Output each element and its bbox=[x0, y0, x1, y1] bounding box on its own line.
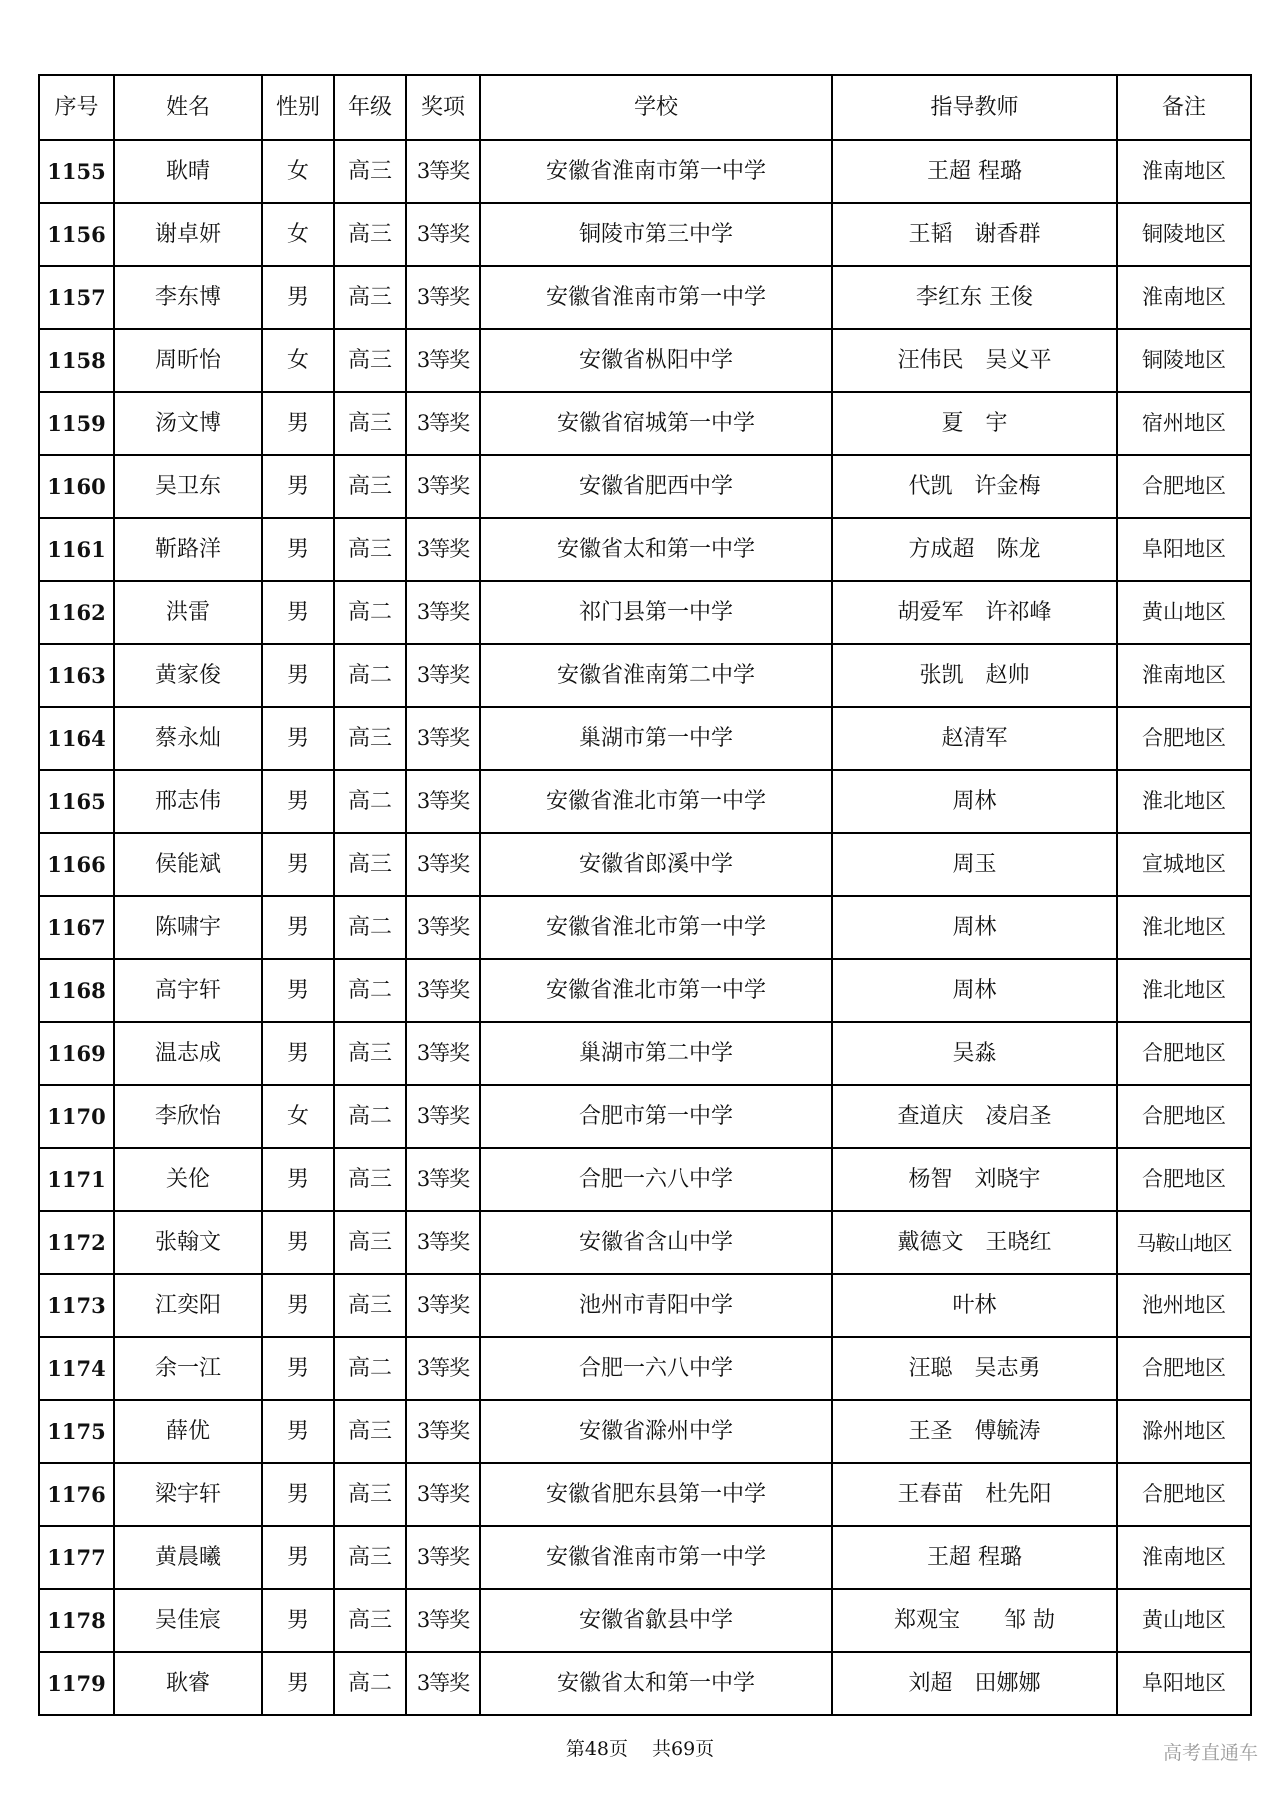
cell-award: 3等奖 bbox=[406, 1085, 480, 1148]
table-row bbox=[39, 266, 1251, 329]
cell-award: 3等奖 bbox=[406, 644, 480, 707]
cell-gender: 男 bbox=[262, 896, 334, 959]
cell-teacher: 王韬 谢香群 bbox=[832, 203, 1117, 266]
cell-award: 3等奖 bbox=[406, 329, 480, 392]
cell-school: 安徽省肥东县第一中学 bbox=[480, 1463, 832, 1526]
cell-school: 祁门县第一中学 bbox=[480, 581, 832, 644]
cell-name: 张翰文 bbox=[114, 1211, 262, 1274]
cell-award: 3等奖 bbox=[406, 455, 480, 518]
table-row bbox=[39, 959, 1251, 1022]
cell-note: 铜陵地区 bbox=[1117, 203, 1251, 266]
cell-grade: 高三 bbox=[334, 1022, 406, 1085]
cell-note: 铜陵地区 bbox=[1117, 329, 1251, 392]
cell-school: 合肥市第一中学 bbox=[480, 1085, 832, 1148]
cell-gender: 男 bbox=[262, 1274, 334, 1337]
cell-grade: 高三 bbox=[334, 140, 406, 203]
cell-teacher: 代凯 许金梅 bbox=[832, 455, 1117, 518]
cell-teacher: 胡爱军 许祁峰 bbox=[832, 581, 1117, 644]
cell-id: 1158 bbox=[39, 329, 114, 392]
cell-id: 1159 bbox=[39, 392, 114, 455]
cell-school: 安徽省太和第一中学 bbox=[480, 1652, 832, 1715]
cell-name: 靳路洋 bbox=[114, 518, 262, 581]
cell-gender: 男 bbox=[262, 1652, 334, 1715]
header-id: 序号 bbox=[39, 75, 114, 140]
cell-name: 李欣怡 bbox=[114, 1085, 262, 1148]
table-row bbox=[39, 1022, 1251, 1085]
cell-id: 1173 bbox=[39, 1274, 114, 1337]
cell-grade: 高二 bbox=[334, 1085, 406, 1148]
cell-award: 3等奖 bbox=[406, 1274, 480, 1337]
cell-teacher: 郑观宝 邹 劼 bbox=[832, 1589, 1117, 1652]
header-name: 姓名 bbox=[114, 75, 262, 140]
header-teacher: 指导教师 bbox=[832, 75, 1117, 140]
cell-gender: 女 bbox=[262, 140, 334, 203]
table-row bbox=[39, 455, 1251, 518]
cell-school: 安徽省淮北市第一中学 bbox=[480, 896, 832, 959]
cell-teacher: 周林 bbox=[832, 896, 1117, 959]
cell-note: 合肥地区 bbox=[1117, 455, 1251, 518]
cell-name: 关伦 bbox=[114, 1148, 262, 1211]
cell-award: 3等奖 bbox=[406, 140, 480, 203]
table-row bbox=[39, 1463, 1251, 1526]
cell-gender: 男 bbox=[262, 1526, 334, 1589]
cell-gender: 男 bbox=[262, 266, 334, 329]
cell-award: 3等奖 bbox=[406, 392, 480, 455]
cell-school: 巢湖市第一中学 bbox=[480, 707, 832, 770]
cell-note: 淮南地区 bbox=[1117, 140, 1251, 203]
table-row bbox=[39, 644, 1251, 707]
header-note: 备注 bbox=[1117, 75, 1251, 140]
cell-teacher: 王超 程璐 bbox=[832, 1526, 1117, 1589]
cell-id: 1166 bbox=[39, 833, 114, 896]
cell-teacher: 王超 程璐 bbox=[832, 140, 1117, 203]
cell-note: 合肥地区 bbox=[1117, 1085, 1251, 1148]
cell-grade: 高二 bbox=[334, 1337, 406, 1400]
cell-id: 1162 bbox=[39, 581, 114, 644]
cell-id: 1168 bbox=[39, 959, 114, 1022]
cell-note: 淮南地区 bbox=[1117, 266, 1251, 329]
cell-grade: 高三 bbox=[334, 455, 406, 518]
cell-school: 安徽省淮北市第一中学 bbox=[480, 770, 832, 833]
cell-grade: 高三 bbox=[334, 833, 406, 896]
cell-note: 淮北地区 bbox=[1117, 770, 1251, 833]
cell-gender: 男 bbox=[262, 959, 334, 1022]
cell-teacher: 周林 bbox=[832, 770, 1117, 833]
cell-note: 宣城地区 bbox=[1117, 833, 1251, 896]
cell-gender: 男 bbox=[262, 455, 334, 518]
table-row bbox=[39, 707, 1251, 770]
cell-note: 合肥地区 bbox=[1117, 1022, 1251, 1085]
cell-award: 3等奖 bbox=[406, 896, 480, 959]
cell-name: 洪雷 bbox=[114, 581, 262, 644]
cell-id: 1176 bbox=[39, 1463, 114, 1526]
cell-id: 1179 bbox=[39, 1652, 114, 1715]
table-row bbox=[39, 1337, 1251, 1400]
cell-award: 3等奖 bbox=[406, 1148, 480, 1211]
cell-gender: 男 bbox=[262, 1337, 334, 1400]
cell-school: 安徽省含山中学 bbox=[480, 1211, 832, 1274]
cell-grade: 高三 bbox=[334, 518, 406, 581]
cell-school: 安徽省歙县中学 bbox=[480, 1589, 832, 1652]
cell-grade: 高三 bbox=[334, 329, 406, 392]
cell-gender: 男 bbox=[262, 1148, 334, 1211]
cell-gender: 男 bbox=[262, 1400, 334, 1463]
cell-grade: 高三 bbox=[334, 266, 406, 329]
cell-id: 1164 bbox=[39, 707, 114, 770]
cell-id: 1178 bbox=[39, 1589, 114, 1652]
cell-name: 周昕怡 bbox=[114, 329, 262, 392]
cell-teacher: 李红东 王俊 bbox=[832, 266, 1117, 329]
cell-award: 3等奖 bbox=[406, 1526, 480, 1589]
cell-teacher: 刘超 田娜娜 bbox=[832, 1652, 1117, 1715]
cell-note: 池州地区 bbox=[1117, 1274, 1251, 1337]
cell-note: 宿州地区 bbox=[1117, 392, 1251, 455]
cell-note: 黄山地区 bbox=[1117, 1589, 1251, 1652]
cell-award: 3等奖 bbox=[406, 833, 480, 896]
cell-name: 温志成 bbox=[114, 1022, 262, 1085]
cell-note: 合肥地区 bbox=[1117, 1337, 1251, 1400]
table-row bbox=[39, 518, 1251, 581]
page-total: 共69页 bbox=[652, 1738, 715, 1760]
table-row bbox=[39, 1589, 1251, 1652]
cell-award: 3等奖 bbox=[406, 1652, 480, 1715]
cell-name: 江奕阳 bbox=[114, 1274, 262, 1337]
cell-name: 梁宇轩 bbox=[114, 1463, 262, 1526]
cell-gender: 男 bbox=[262, 392, 334, 455]
cell-school: 安徽省太和第一中学 bbox=[480, 518, 832, 581]
cell-grade: 高三 bbox=[334, 1463, 406, 1526]
cell-gender: 男 bbox=[262, 581, 334, 644]
cell-id: 1165 bbox=[39, 770, 114, 833]
cell-teacher: 杨智 刘晓宇 bbox=[832, 1148, 1117, 1211]
cell-grade: 高三 bbox=[334, 1526, 406, 1589]
cell-grade: 高二 bbox=[334, 1652, 406, 1715]
cell-school: 安徽省肥西中学 bbox=[480, 455, 832, 518]
cell-id: 1157 bbox=[39, 266, 114, 329]
cell-teacher: 查道庆 凌启圣 bbox=[832, 1085, 1117, 1148]
cell-note: 淮南地区 bbox=[1117, 1526, 1251, 1589]
cell-name: 耿晴 bbox=[114, 140, 262, 203]
cell-award: 3等奖 bbox=[406, 581, 480, 644]
cell-award: 3等奖 bbox=[406, 770, 480, 833]
cell-award: 3等奖 bbox=[406, 1022, 480, 1085]
cell-school: 安徽省滁州中学 bbox=[480, 1400, 832, 1463]
cell-id: 1177 bbox=[39, 1526, 114, 1589]
table-row bbox=[39, 203, 1251, 266]
cell-teacher: 戴德文 王晓红 bbox=[832, 1211, 1117, 1274]
cell-name: 邢志伟 bbox=[114, 770, 262, 833]
page-footer bbox=[0, 1734, 1280, 1761]
cell-grade: 高二 bbox=[334, 896, 406, 959]
cell-name: 黄家俊 bbox=[114, 644, 262, 707]
cell-award: 3等奖 bbox=[406, 1463, 480, 1526]
cell-award: 3等奖 bbox=[406, 959, 480, 1022]
cell-school: 合肥一六八中学 bbox=[480, 1148, 832, 1211]
cell-gender: 男 bbox=[262, 518, 334, 581]
cell-teacher: 夏 宇 bbox=[832, 392, 1117, 455]
cell-note: 滁州地区 bbox=[1117, 1400, 1251, 1463]
cell-award: 3等奖 bbox=[406, 518, 480, 581]
cell-teacher: 方成超 陈龙 bbox=[832, 518, 1117, 581]
cell-grade: 高三 bbox=[334, 1274, 406, 1337]
cell-grade: 高三 bbox=[334, 203, 406, 266]
cell-name: 黄晨曦 bbox=[114, 1526, 262, 1589]
page-number: 第48页 bbox=[565, 1738, 628, 1760]
cell-teacher: 汪伟民 吴义平 bbox=[832, 329, 1117, 392]
cell-award: 3等奖 bbox=[406, 707, 480, 770]
cell-award: 3等奖 bbox=[406, 203, 480, 266]
cell-grade: 高三 bbox=[334, 1400, 406, 1463]
cell-id: 1160 bbox=[39, 455, 114, 518]
cell-id: 1169 bbox=[39, 1022, 114, 1085]
cell-grade: 高二 bbox=[334, 959, 406, 1022]
cell-school: 池州市青阳中学 bbox=[480, 1274, 832, 1337]
cell-note: 合肥地区 bbox=[1117, 1463, 1251, 1526]
cell-note: 淮北地区 bbox=[1117, 896, 1251, 959]
cell-teacher: 周林 bbox=[832, 959, 1117, 1022]
cell-award: 3等奖 bbox=[406, 1211, 480, 1274]
cell-id: 1174 bbox=[39, 1337, 114, 1400]
cell-name: 薛优 bbox=[114, 1400, 262, 1463]
cell-id: 1155 bbox=[39, 140, 114, 203]
cell-gender: 女 bbox=[262, 329, 334, 392]
cell-award: 3等奖 bbox=[406, 1400, 480, 1463]
cell-note: 马鞍山地区 bbox=[1117, 1211, 1251, 1274]
cell-note: 阜阳地区 bbox=[1117, 518, 1251, 581]
cell-gender: 男 bbox=[262, 770, 334, 833]
cell-id: 1171 bbox=[39, 1148, 114, 1211]
cell-gender: 男 bbox=[262, 707, 334, 770]
table-row bbox=[39, 1652, 1251, 1715]
cell-gender: 男 bbox=[262, 1589, 334, 1652]
cell-award: 3等奖 bbox=[406, 266, 480, 329]
cell-note: 淮南地区 bbox=[1117, 644, 1251, 707]
cell-grade: 高三 bbox=[334, 1211, 406, 1274]
cell-gender: 男 bbox=[262, 833, 334, 896]
cell-teacher: 王圣 傅毓涛 bbox=[832, 1400, 1117, 1463]
cell-name: 李东博 bbox=[114, 266, 262, 329]
cell-school: 合肥一六八中学 bbox=[480, 1337, 832, 1400]
cell-grade: 高二 bbox=[334, 644, 406, 707]
cell-name: 汤文博 bbox=[114, 392, 262, 455]
cell-gender: 男 bbox=[262, 1463, 334, 1526]
cell-note: 黄山地区 bbox=[1117, 581, 1251, 644]
cell-id: 1175 bbox=[39, 1400, 114, 1463]
cell-grade: 高三 bbox=[334, 707, 406, 770]
table-row bbox=[39, 1211, 1251, 1274]
cell-note: 合肥地区 bbox=[1117, 1148, 1251, 1211]
table-row bbox=[39, 140, 1251, 203]
cell-name: 蔡永灿 bbox=[114, 707, 262, 770]
cell-id: 1167 bbox=[39, 896, 114, 959]
cell-note: 阜阳地区 bbox=[1117, 1652, 1251, 1715]
cell-school: 安徽省淮南市第一中学 bbox=[480, 140, 832, 203]
award-list-table bbox=[38, 74, 1252, 1716]
table-row bbox=[39, 329, 1251, 392]
cell-grade: 高三 bbox=[334, 392, 406, 455]
header-gender: 性别 bbox=[262, 75, 334, 140]
cell-teacher: 周玉 bbox=[832, 833, 1117, 896]
cell-school: 安徽省淮南市第一中学 bbox=[480, 1526, 832, 1589]
cell-id: 1172 bbox=[39, 1211, 114, 1274]
cell-school: 安徽省淮北市第一中学 bbox=[480, 959, 832, 1022]
cell-grade: 高三 bbox=[334, 1589, 406, 1652]
cell-school: 安徽省宿城第一中学 bbox=[480, 392, 832, 455]
cell-name: 吴佳宸 bbox=[114, 1589, 262, 1652]
header-grade: 年级 bbox=[334, 75, 406, 140]
table-row bbox=[39, 581, 1251, 644]
table-body bbox=[39, 140, 1251, 1715]
cell-award: 3等奖 bbox=[406, 1337, 480, 1400]
header-school: 学校 bbox=[480, 75, 832, 140]
cell-name: 高宇轩 bbox=[114, 959, 262, 1022]
cell-teacher: 王春苗 杜先阳 bbox=[832, 1463, 1117, 1526]
cell-note: 淮北地区 bbox=[1117, 959, 1251, 1022]
cell-grade: 高二 bbox=[334, 770, 406, 833]
cell-name: 陈啸宇 bbox=[114, 896, 262, 959]
cell-school: 巢湖市第二中学 bbox=[480, 1022, 832, 1085]
cell-name: 耿睿 bbox=[114, 1652, 262, 1715]
cell-gender: 男 bbox=[262, 1022, 334, 1085]
cell-teacher: 张凯 赵帅 bbox=[832, 644, 1117, 707]
watermark-text: 高考直通车 bbox=[1162, 1742, 1258, 1764]
table-header-row bbox=[39, 75, 1251, 140]
cell-gender: 男 bbox=[262, 644, 334, 707]
cell-teacher: 叶林 bbox=[832, 1274, 1117, 1337]
cell-grade: 高二 bbox=[334, 581, 406, 644]
table-row bbox=[39, 1274, 1251, 1337]
cell-school: 安徽省淮南第二中学 bbox=[480, 644, 832, 707]
cell-school: 安徽省枞阳中学 bbox=[480, 329, 832, 392]
cell-award: 3等奖 bbox=[406, 1589, 480, 1652]
cell-school: 安徽省郎溪中学 bbox=[480, 833, 832, 896]
cell-grade: 高三 bbox=[334, 1148, 406, 1211]
cell-gender: 男 bbox=[262, 1211, 334, 1274]
cell-name: 吴卫东 bbox=[114, 455, 262, 518]
table-row bbox=[39, 833, 1251, 896]
table-row bbox=[39, 770, 1251, 833]
cell-teacher: 吴淼 bbox=[832, 1022, 1117, 1085]
table-row bbox=[39, 896, 1251, 959]
table-row bbox=[39, 1526, 1251, 1589]
cell-id: 1170 bbox=[39, 1085, 114, 1148]
cell-school: 安徽省淮南市第一中学 bbox=[480, 266, 832, 329]
cell-name: 余一江 bbox=[114, 1337, 262, 1400]
table-row bbox=[39, 1400, 1251, 1463]
cell-teacher: 赵清军 bbox=[832, 707, 1117, 770]
cell-id: 1163 bbox=[39, 644, 114, 707]
cell-note: 合肥地区 bbox=[1117, 707, 1251, 770]
cell-gender: 女 bbox=[262, 1085, 334, 1148]
header-award: 奖项 bbox=[406, 75, 480, 140]
table-row bbox=[39, 1085, 1251, 1148]
cell-id: 1161 bbox=[39, 518, 114, 581]
cell-name: 侯能斌 bbox=[114, 833, 262, 896]
cell-id: 1156 bbox=[39, 203, 114, 266]
cell-gender: 女 bbox=[262, 203, 334, 266]
table-row bbox=[39, 1148, 1251, 1211]
cell-teacher: 汪聪 吴志勇 bbox=[832, 1337, 1117, 1400]
table-row bbox=[39, 392, 1251, 455]
cell-school: 铜陵市第三中学 bbox=[480, 203, 832, 266]
cell-name: 谢卓妍 bbox=[114, 203, 262, 266]
